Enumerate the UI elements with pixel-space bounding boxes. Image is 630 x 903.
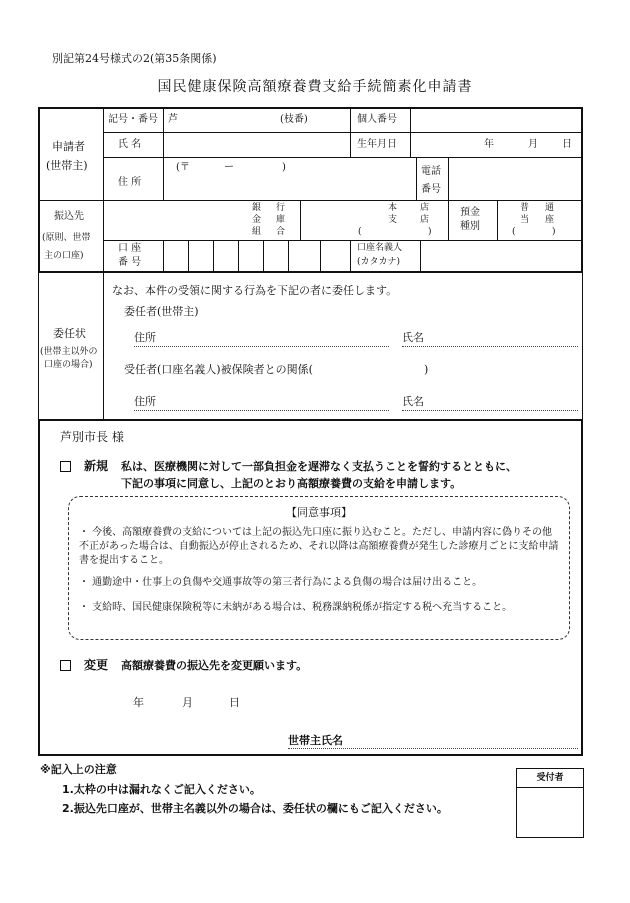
symbol-prefix: 芦 bbox=[168, 114, 178, 125]
bank-type-col1-2: 組 bbox=[252, 227, 262, 237]
branch-type-col2-0: 店 bbox=[420, 203, 430, 213]
relationship-field[interactable] bbox=[340, 360, 424, 378]
transfer-section-sub-2: 主の口座) bbox=[44, 251, 84, 261]
delegation-section-label: 委任状 bbox=[53, 327, 86, 340]
birth-month-label: 月 bbox=[528, 139, 538, 150]
delegatee-name-field[interactable] bbox=[426, 392, 576, 410]
householder-name-label: 世帯主氏名 bbox=[288, 734, 343, 747]
date-month-label: 月 bbox=[182, 696, 193, 709]
birth-date-label: 生年月日 bbox=[357, 139, 397, 150]
account-type-col2-1: 座 bbox=[545, 215, 555, 225]
applicant-section-sublabel: (世帯主) bbox=[46, 159, 88, 172]
delegatee-label: 受任者(口座名義人)被保険者との関係( bbox=[124, 363, 313, 376]
account-type-col1-1: 当 bbox=[520, 215, 530, 225]
delegation-note: なお、本件の受領に関する行為を下記の者に委任します。 bbox=[112, 284, 398, 297]
form-number-note: 別記第24号様式の2(第35条関係) bbox=[52, 52, 217, 65]
branch-type-col2-2: ) bbox=[428, 227, 432, 237]
birth-year-label: 年 bbox=[484, 139, 494, 150]
postal-dash: ー bbox=[224, 162, 234, 173]
delegator-name-field[interactable] bbox=[426, 328, 576, 346]
receipt-label: 受付者 bbox=[517, 769, 583, 788]
bank-type-col2-2: 合 bbox=[276, 227, 286, 237]
bank-type-col2-1: 庫 bbox=[276, 215, 286, 225]
branch-name-field[interactable] bbox=[303, 203, 383, 237]
receipt-box bbox=[516, 768, 584, 838]
account-number-label-1: 口 座 bbox=[118, 243, 142, 254]
householder-name-field[interactable] bbox=[350, 728, 575, 748]
new-checkbox[interactable] bbox=[60, 461, 71, 472]
name-label: 氏 名 bbox=[118, 139, 142, 150]
delegatee-name-label: 氏名 bbox=[402, 395, 424, 408]
new-declaration-1: 私は、医療機関に対して一部負担金を遅滞なく支払うことを誓約するとともに、 bbox=[121, 460, 517, 473]
consent-box bbox=[68, 496, 570, 640]
form-title: 国民健康保険高額療養費支給手続簡素化申請書 bbox=[157, 79, 473, 95]
consent-title: 【同意事項】 bbox=[286, 506, 352, 519]
bank-type-col1-1: 金 bbox=[252, 215, 262, 225]
bank-type-col2-0: 行 bbox=[276, 203, 286, 213]
personal-number-field[interactable] bbox=[412, 110, 577, 130]
addressee: 芦別市長 様 bbox=[60, 430, 124, 444]
new-label: 新規 bbox=[84, 459, 109, 473]
branch-number-label: (枝番) bbox=[280, 114, 308, 125]
transfer-section-label: 振込先 bbox=[54, 211, 84, 222]
address-field[interactable] bbox=[166, 160, 412, 198]
account-type-col1-2: ( bbox=[512, 227, 516, 237]
change-checkbox[interactable] bbox=[60, 660, 71, 671]
notes-title: ※記入上の注意 bbox=[40, 763, 117, 776]
account-type-col2-0: 通 bbox=[545, 203, 555, 213]
applicant-section-label: 申請者 bbox=[52, 140, 85, 153]
delegatee-address-field[interactable] bbox=[160, 392, 388, 410]
bank-type-col1-0: 銀 bbox=[252, 203, 262, 213]
account-holder-label-1: 口座名義人 bbox=[357, 243, 403, 253]
deposit-type-label-1: 預金 bbox=[460, 207, 480, 218]
postal-open: (〒 bbox=[176, 162, 190, 173]
delegator-label: 委任者(世帯主) bbox=[124, 305, 199, 318]
symbol-number-field[interactable] bbox=[190, 110, 345, 130]
transfer-section-sub-1: (原則、世帯 bbox=[42, 233, 91, 243]
consent-item: ・ 支給時、国民健康保険税等に未納がある場合は、税務課納税係が指定する税へ充当すること。 bbox=[79, 602, 513, 613]
delegation-section-sub-2: 口座の場合) bbox=[44, 360, 93, 370]
delegatee-close: ) bbox=[424, 363, 429, 376]
bank-name-field[interactable] bbox=[106, 203, 246, 237]
phone-label-1: 電話 bbox=[421, 166, 441, 177]
address-label: 住 所 bbox=[118, 177, 142, 188]
account-number-field[interactable] bbox=[164, 241, 349, 271]
branch-type-col1-1: 支 bbox=[388, 215, 398, 225]
postal-close: ) bbox=[282, 162, 286, 173]
account-holder-field[interactable] bbox=[423, 243, 578, 269]
date-day-label: 日 bbox=[229, 696, 240, 709]
name-field[interactable] bbox=[166, 134, 346, 154]
account-type-col1-0: 普 bbox=[520, 203, 530, 213]
symbol-number-label: 記号・番号 bbox=[108, 114, 158, 125]
personal-number-label: 個人番号 bbox=[357, 114, 397, 125]
deposit-type-label-2: 種別 bbox=[460, 221, 480, 232]
application-date-field[interactable] bbox=[100, 692, 245, 712]
delegator-name-label: 氏名 bbox=[402, 331, 424, 344]
phone-label-2: 番号 bbox=[421, 184, 441, 195]
note-item: 1.太枠の中は漏れなくご記入ください。 bbox=[62, 783, 261, 796]
account-type-col2-2: ) bbox=[552, 227, 556, 237]
note-item: 2.振込先口座が、世帯主名義以外の場合は、委任状の欄にもご記入ください。 bbox=[62, 802, 448, 815]
new-declaration-2: 下記の事項に同意し、上記のとおり高額療養費の支給を申請します。 bbox=[121, 477, 462, 490]
branch-type-col2-1: 店 bbox=[420, 215, 430, 225]
branch-type-col1-2: ( bbox=[358, 227, 362, 237]
delegator-address-field[interactable] bbox=[160, 328, 388, 346]
branch-type-col1-0: 本 bbox=[388, 203, 398, 213]
change-label: 変更 bbox=[84, 658, 109, 672]
delegatee-address-label: 住所 bbox=[134, 395, 156, 408]
change-request-text: 高額療養費の振込先を変更願います。 bbox=[121, 659, 308, 672]
birth-day-label: 日 bbox=[562, 139, 572, 150]
consent-item: ・ 今後、高額療養費の支給については上記の振込先口座に振り込むこと。ただし、申請内容に偽りその他不正があった場合は、自動振込が停止されるため、それ以降は高額療養費が発生した診療月ごとに支給申請書を提出すること。 bbox=[79, 527, 559, 566]
date-year-label: 年 bbox=[133, 696, 144, 709]
account-number-label-2: 番 号 bbox=[118, 257, 142, 268]
delegation-section-sub-1: (世帯主以外の bbox=[40, 347, 98, 357]
delegator-address-label: 住所 bbox=[134, 331, 156, 344]
account-holder-label-2: (カタカナ) bbox=[357, 257, 401, 267]
phone-field[interactable] bbox=[451, 160, 577, 198]
consent-item: ・ 通勤途中・仕事上の負傷や交通事故等の第三者行為による負傷の場合は届け出ること。 bbox=[79, 577, 483, 588]
